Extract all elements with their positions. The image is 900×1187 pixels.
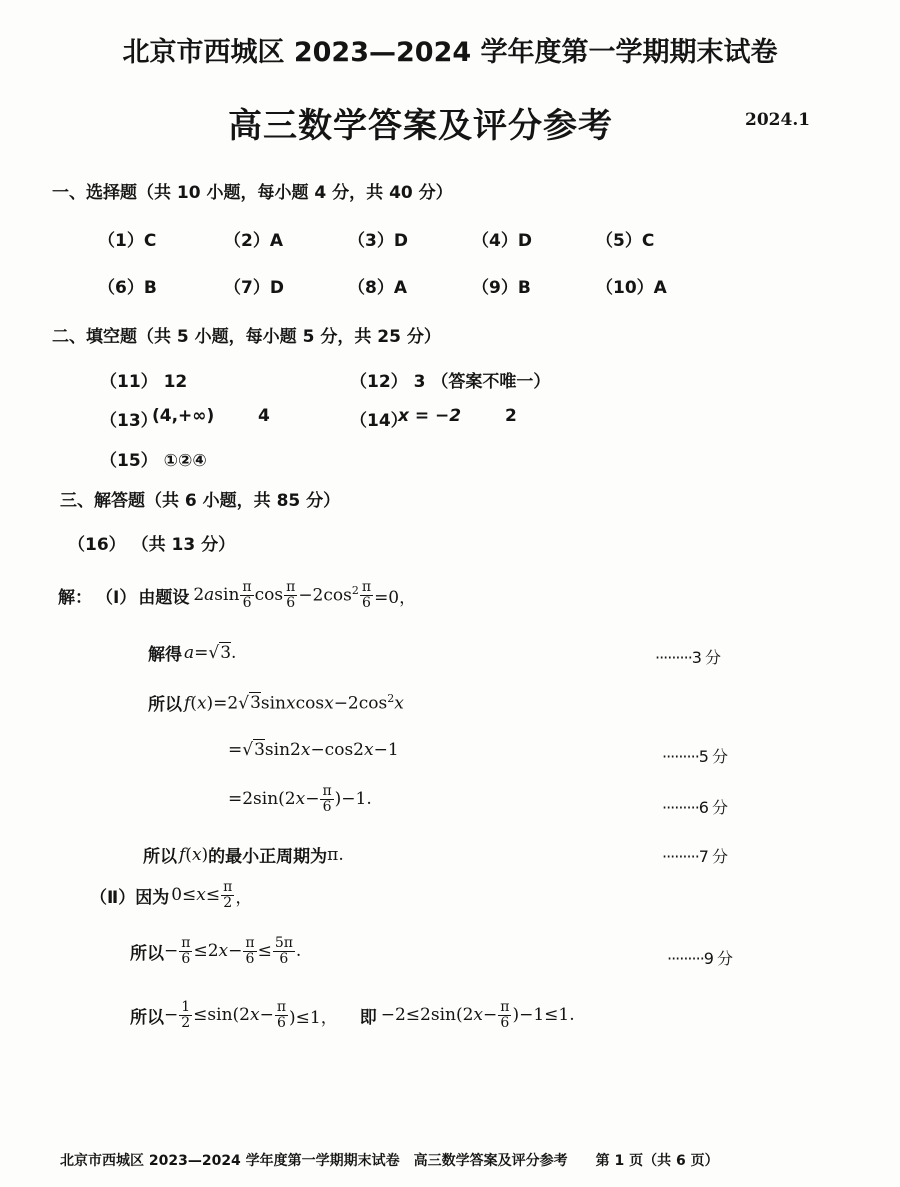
- fill-answer-13-part2: 4: [258, 406, 270, 426]
- score-mark: ·········7 分: [662, 847, 728, 866]
- solution-line-1: 解： （Ⅰ） 由题设 2asin $\frac{\pi}{6}$ cos $\frac{\pi}{6}$ $-2\cos^2$ $\frac{\pi}{6}$ =0，: [58, 579, 417, 611]
- solution-line-5: =2sin(2x− $\frac{\pi}{6}$ )−1.: [228, 783, 372, 815]
- fill-answer-13-label: （13）: [100, 411, 158, 431]
- question-16-heading: （16） （共 13 分）: [68, 535, 236, 555]
- part-1-label: （Ⅰ）: [96, 587, 137, 608]
- answer-item: （9）B: [472, 278, 531, 298]
- score-mark: ·········3 分: [655, 648, 721, 667]
- solution-label: 解：: [58, 587, 92, 608]
- section2-heading: 二、填空题（共 5 小题，每小题 5 分，共 25 分）: [52, 327, 441, 347]
- answer-item: （10）A: [596, 278, 667, 298]
- page-footer: 北京市西城区 2023—2024 学年度第一学期期末试卷 高三数学答案及评分参考 第 1 页（共 6 页）: [60, 1153, 719, 1169]
- section3-heading: 三、解答题（共 6 小题，共 85 分）: [60, 491, 341, 511]
- score-mark: ·········6 分: [662, 798, 728, 817]
- answer-item: （8）A: [348, 278, 407, 298]
- fill-answer-12: （12） 3 （答案不唯一）: [350, 372, 551, 392]
- score-mark: ·········9 分: [667, 949, 733, 968]
- score-mark: ·········5 分: [662, 747, 728, 766]
- fill-answer-14-label: （14）: [350, 411, 408, 431]
- answer-item: （3）D: [348, 231, 408, 251]
- fill-answer-14-part1: x = −2: [398, 406, 462, 426]
- answer-item: （1）C: [98, 231, 157, 251]
- solution-line-4: =√3sin2x−cos2x−1: [228, 740, 399, 760]
- answer-item: （4）D: [472, 231, 532, 251]
- solution-line-6: 所以 f(x) 的最小正周期为 π.: [143, 844, 344, 867]
- solution-line-2: 解得 a =√3.: [148, 642, 237, 665]
- answer-item: （7）D: [224, 278, 284, 298]
- fill-answer-14-part2: 2: [505, 406, 517, 426]
- fill-answer-15: （15） ①②④: [100, 451, 207, 471]
- document-date: 2024.1: [745, 110, 811, 130]
- fill-answer-11: （11） 12: [100, 372, 188, 392]
- answer-item: （6）B: [98, 278, 157, 298]
- answer-item: （2）A: [224, 231, 283, 251]
- exam-title: 北京市西城区 2023—2024 学年度第一学期期末试卷: [122, 37, 778, 68]
- solution-line-9: 所以 − $\frac{1}{2}$ ≤sin(2x− $\frac{\pi}{6}$ )≤1， 即 −2≤2sin(2x− $\frac{\pi}{6}$ )−1≤1.: [130, 999, 575, 1031]
- answer-item: （5）C: [596, 231, 655, 251]
- part-2-label: （Ⅱ）: [90, 887, 136, 908]
- solution-line-8: 所以 − $\frac{\pi}{6}$ ≤2x− $\frac{\pi}{6}$ ≤ $\frac{5\pi}{6}$ .: [130, 935, 302, 967]
- solution-line-7: （Ⅱ） 因为 0≤x≤ $\frac{\pi}{2}$ ，: [90, 879, 253, 911]
- document-title: 高三数学答案及评分参考: [228, 106, 613, 146]
- section1-heading: 一、选择题（共 10 小题，每小题 4 分，共 40 分）: [52, 183, 453, 203]
- solution-line-3: 所以 $f(x)=2√3sinxcosx-2\cos^2x$: [148, 691, 404, 715]
- fill-answer-13-part1: (4,+∞): [152, 406, 215, 426]
